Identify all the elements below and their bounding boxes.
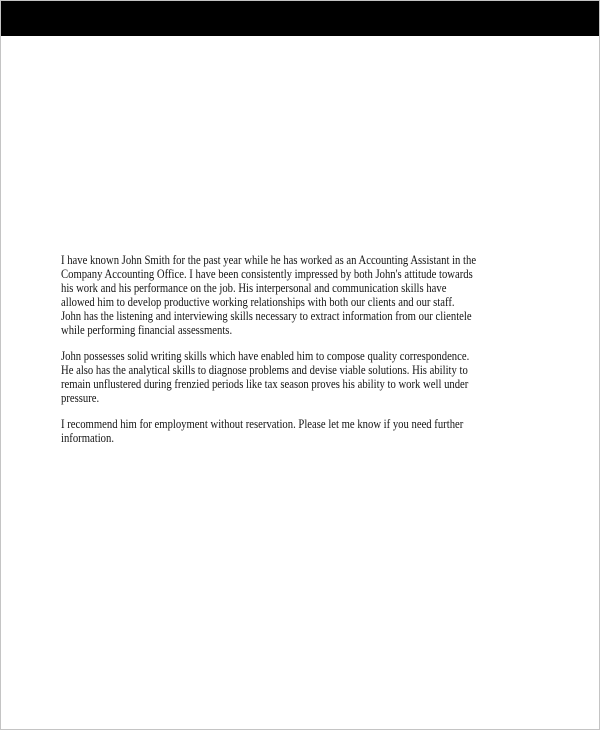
letter-line: I recommend him for employment without reservation. Please let me know if you need further bbox=[61, 416, 464, 431]
letter-line: remain unflustered during frenzied periods like tax season proves his ability to work well under bbox=[61, 376, 469, 391]
letter-paragraph bbox=[61, 253, 600, 337]
letter-line: He also has the analytical skills to diagnose problems and devise viable solutions. His ability to bbox=[61, 362, 468, 377]
letter-line: I have known John Smith for the past year while he has worked as an Accounting Assistant in the bbox=[61, 252, 477, 267]
letter-line: John possesses solid writing skills which have enabled him to compose quality correspondence. bbox=[61, 348, 470, 363]
letter-line: John has the listening and interviewing skills necessary to extract information from our clientele bbox=[61, 308, 472, 323]
letter-body bbox=[61, 253, 600, 457]
letter-line: Company Accounting Office. I have been consistently impressed by both John's attitude towards bbox=[61, 266, 473, 281]
letter-line: pressure. bbox=[61, 390, 100, 405]
letter-line: allowed him to develop productive working relationships with both our clients and our staff. bbox=[61, 294, 455, 309]
top-black-bar bbox=[1, 1, 600, 36]
letter-line: information. bbox=[61, 430, 115, 445]
letter-line: his work and his performance on the job. His interpersonal and communication skills have bbox=[61, 280, 447, 295]
letter-paragraph bbox=[61, 417, 600, 445]
letter-paragraph bbox=[61, 349, 600, 405]
letter-line: while performing financial assessments. bbox=[61, 322, 233, 337]
